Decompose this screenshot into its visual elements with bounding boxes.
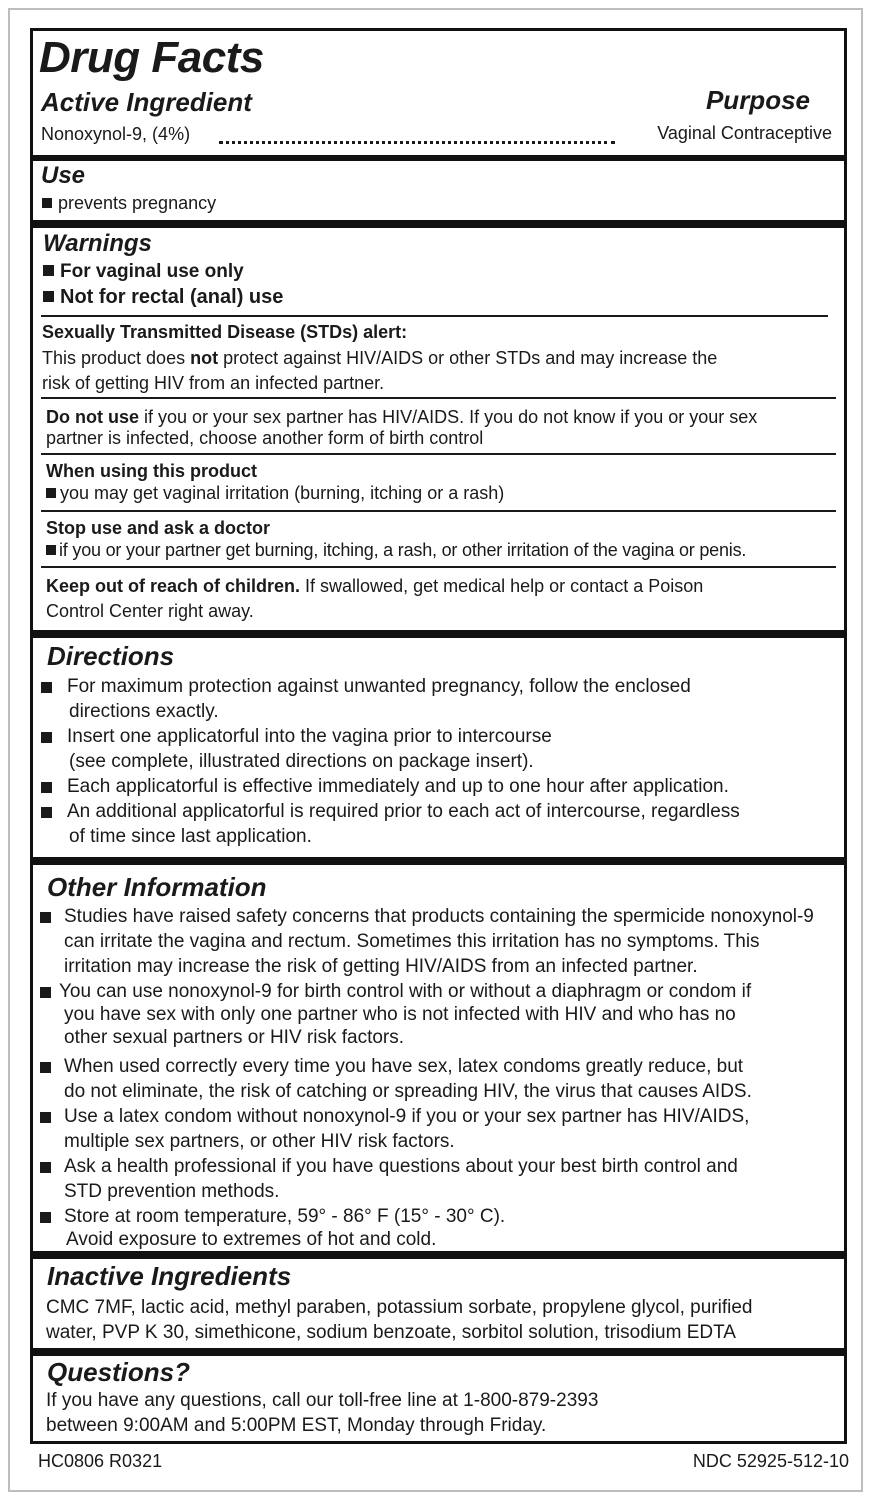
bullet-icon: [40, 987, 51, 998]
bullet-icon: [46, 545, 56, 555]
divider: [41, 566, 836, 568]
drug-facts-panel: [30, 28, 847, 1444]
std-alert-line1: This product does not protect against HIV/AIDS or other STDs and may increase the: [42, 348, 718, 368]
bullet-icon: [43, 265, 54, 276]
directions-heading: Directions: [47, 641, 175, 671]
when-using-item: you may get vaginal irritation (burning, itching or a rash): [46, 483, 504, 504]
active-ingredient-section: [33, 31, 844, 155]
when-using-heading: When using this product: [46, 461, 257, 481]
keep-out-line1: Keep out of reach of children. If swallowed, get medical help or contact a Poison: [46, 576, 704, 596]
directions-section: Directions For maximum protection against unwanted pregnancy, follow the enclosed directions exactly. Insert one applicatorful into the vagina prior to intercourse (see complete, illustrated directions on package insert). Each applicatorful is effective immediately and up to one hour after application. An additional applicatorful is required prior to each act of intercourse, regardless of time since last application.: [33, 638, 844, 857]
active-ingredient-name: Nonoxynol-9, (4%): [41, 124, 191, 144]
use-item: prevents pregnancy: [42, 193, 216, 214]
use-section: [33, 161, 844, 220]
questions-section: [33, 1356, 844, 1441]
questions-line1: If you have any questions, call our toll-free line at 1-800-879-2393: [46, 1390, 599, 1411]
bullet-icon: [40, 1212, 51, 1223]
stop-use-heading: Stop use and ask a doctor: [46, 518, 271, 538]
panel-title: Drug Facts: [39, 33, 264, 82]
bullet-icon: [40, 1162, 51, 1173]
warning-not-rectal: Not for rectal (anal) use: [43, 286, 283, 309]
inactive-ingredients-line2: water, PVP K 30, simethicone, sodium benzoate, sorbitol solution, trisodium EDTA: [46, 1322, 736, 1343]
other-information-section: Other Information Studies have raised safety concerns that products containing the spermicide nonoxynol-9 can irritate the vagina and rectum. Sometimes this irritation has no symptoms. This irritation may increase the risk of getting HIV/AIDS from an infected partner. You can use nonoxynol-9 for birth control with or without a diaphragm or condom if you have sex with only one partner who is not infected with HIV and who has no other sexual partners or HIV risk factors. When used correctly every time you have sex, latex condoms greatly reduce, but do not eliminate, the risk of catching or spreading HIV, the virus that causes AIDS. Use a latex condom without nonoxynol-9 if you or your sex partner has HIV/AIDS, multiple sex partners, or other HIV risk factors. Ask a health professional if you have questions about your best birth control and STD prevention methods. Store at room temperature, 59° - 86° F (15° - 30° C). Avoid exposure to extremes of hot and cold.: [33, 865, 844, 1251]
use-heading: Use: [41, 162, 86, 189]
inactive-ingredients-heading: Inactive Ingredients: [47, 1261, 292, 1291]
divider: [41, 510, 836, 512]
dot-leader: [219, 141, 615, 144]
inactive-ingredients-line1: CMC 7MF, lactic acid, methyl paraben, potassium sorbate, propylene glycol, purified: [46, 1297, 753, 1318]
keep-out-line2: Control Center right away.: [46, 601, 254, 621]
bullet-icon: [41, 782, 52, 793]
bullet-icon: [43, 291, 54, 302]
lot-code: HC0806 R0321: [38, 1451, 163, 1471]
warnings-section: [33, 228, 844, 630]
std-alert-heading: Sexually Transmitted Disease (STDs) alert:: [42, 322, 408, 342]
warning-vaginal-only: For vaginal use only: [43, 261, 244, 283]
bullet-icon: [46, 488, 56, 498]
ndc-number: NDC 52925-512-10: [692, 1451, 849, 1471]
divider: [41, 315, 828, 317]
purpose-value: Vaginal Contraceptive: [657, 123, 832, 143]
divider: [41, 453, 836, 455]
do-not-use-line2: partner is infected, choose another form of birth control: [46, 428, 484, 448]
bullet-icon: [41, 682, 52, 693]
questions-line2: between 9:00AM and 5:00PM EST, Monday through Friday.: [46, 1415, 547, 1436]
bullet-icon: [41, 807, 52, 818]
divider: [41, 397, 836, 399]
questions-heading: Questions?: [47, 1357, 191, 1387]
bullet-icon: [40, 1062, 51, 1073]
active-ingredient-heading: Active Ingredient: [41, 87, 252, 117]
inactive-ingredients-section: [33, 1259, 844, 1348]
bullet-icon: [40, 1112, 51, 1123]
warnings-heading: Warnings: [43, 230, 152, 257]
do-not-use-line1: Do not use if you or your sex partner has HIV/AIDS. If you do not know if you or your sex: [46, 407, 758, 427]
purpose-heading: Purpose: [705, 85, 810, 115]
other-information-heading: Other Information: [47, 872, 267, 902]
stop-use-item: if you or your partner get burning, itching, a rash, or other irritation of the vagina or penis.: [46, 540, 746, 561]
bullet-icon: [42, 198, 52, 208]
std-alert-line2: risk of getting HIV from an infected partner.: [42, 373, 385, 393]
bullet-icon: [40, 912, 51, 923]
bullet-icon: [41, 732, 52, 743]
